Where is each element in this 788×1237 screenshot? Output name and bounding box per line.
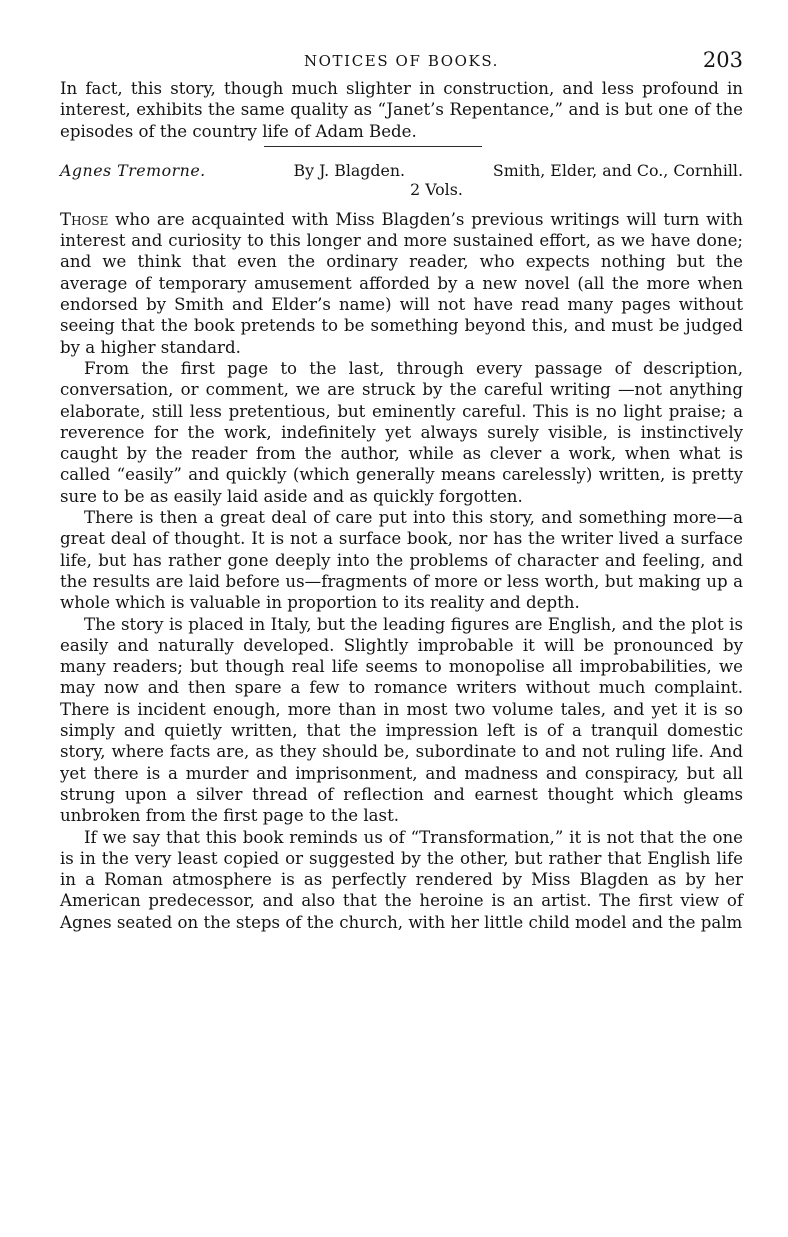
book-publisher: Smith, Elder, and Co., Cornhill.	[492, 160, 743, 180]
paragraph-5: If we say that this book reminds us of “Transformation,” it is not that the one is in the very least copied or suggested by the other, but rather that English life in a Roman atmosphere is as perfectly rendered by Miss Blagden as by her American predecessor, and also that the heroine is an artist. The first view of Agnes seated on the steps of the church, with her little child model and the palm	[60, 827, 743, 932]
page-number: 203	[702, 48, 743, 72]
paragraph-1-text: who are acquainted with Miss Blagden’s previous writings will turn with interest and curiosity to this longer and more sustained effort, as we have done; and we think that even the ordinary reader, who expects nothing but the average of temporary amusement afforded by a new novel (all the more when endorsed by Smith and Elder’s name) will not have read many pages without seeing that the book pretends to be something beyond this, and must be judged by a higher standard.	[60, 209, 743, 357]
book-title: Agnes Tremorne.	[60, 160, 206, 180]
review-heading-line	[60, 161, 743, 180]
opening-paragraph: In fact, this story, though much slighter in construction, and less profound in interest, exhibits the same quality as “Janet’s Repentance,” and is but one of the episodes of the country life of Adam Bede.	[60, 79, 743, 141]
review-heading	[60, 161, 743, 199]
paragraph-1	[60, 209, 743, 358]
paragraph-4: The story is placed in Italy, but the leading figures are English, and the plot is easily and naturally developed. Slightly improbable it will be pronounced by many readers; but though real life seems to monopolise all improbabilities, we may now and then spare a few to romance writers without much complaint. There is incident enough, more than in most two volume tales, and yet it is so simply and quietly written, that the impression left is of a tranquil domestic story, where facts are, as they should be, subordinate to and not ruling life. And yet there is a murder and imprisonment, and madness and conspiracy, but all strung upon a silver thread of reflection and earnest thought which gleams unbroken from the first page to the last.	[60, 614, 743, 826]
paragraph-2: From the first page to the last, through every passage of description, conversation, or comment, we are struck by the careful writing —not anything elaborate, still less pretentious, but eminently careful. This is no light praise; a reverence for the work, indefinitely yet always surely visible, is instinctively caught by the reader from the author, while as clever a work, when what is called “easily” and quickly (which generally means carelessly) written, is pretty sure to be as easily laid aside and as quickly forgotten.	[60, 358, 743, 506]
paragraph-3: There is then a great deal of care put into this story, and something more—a great deal of thought. It is not a surface book, nor has the writer lived a surface life, but has rather gone deeply into the problems of character and feeling, and the results are laid before us—fragments of more or less worth, but making up a whole which is valuable in proportion to its reality and depth.	[60, 508, 743, 613]
running-head	[60, 44, 743, 78]
book-page	[60, 44, 743, 933]
paragraph-1-lead: Those	[60, 209, 109, 229]
book-author: By J. Blagden.	[293, 160, 406, 180]
book-volumes: 2 Vols.	[410, 179, 463, 199]
running-title: NOTICES OF BOOKS.	[303, 52, 500, 70]
section-divider	[264, 146, 482, 147]
